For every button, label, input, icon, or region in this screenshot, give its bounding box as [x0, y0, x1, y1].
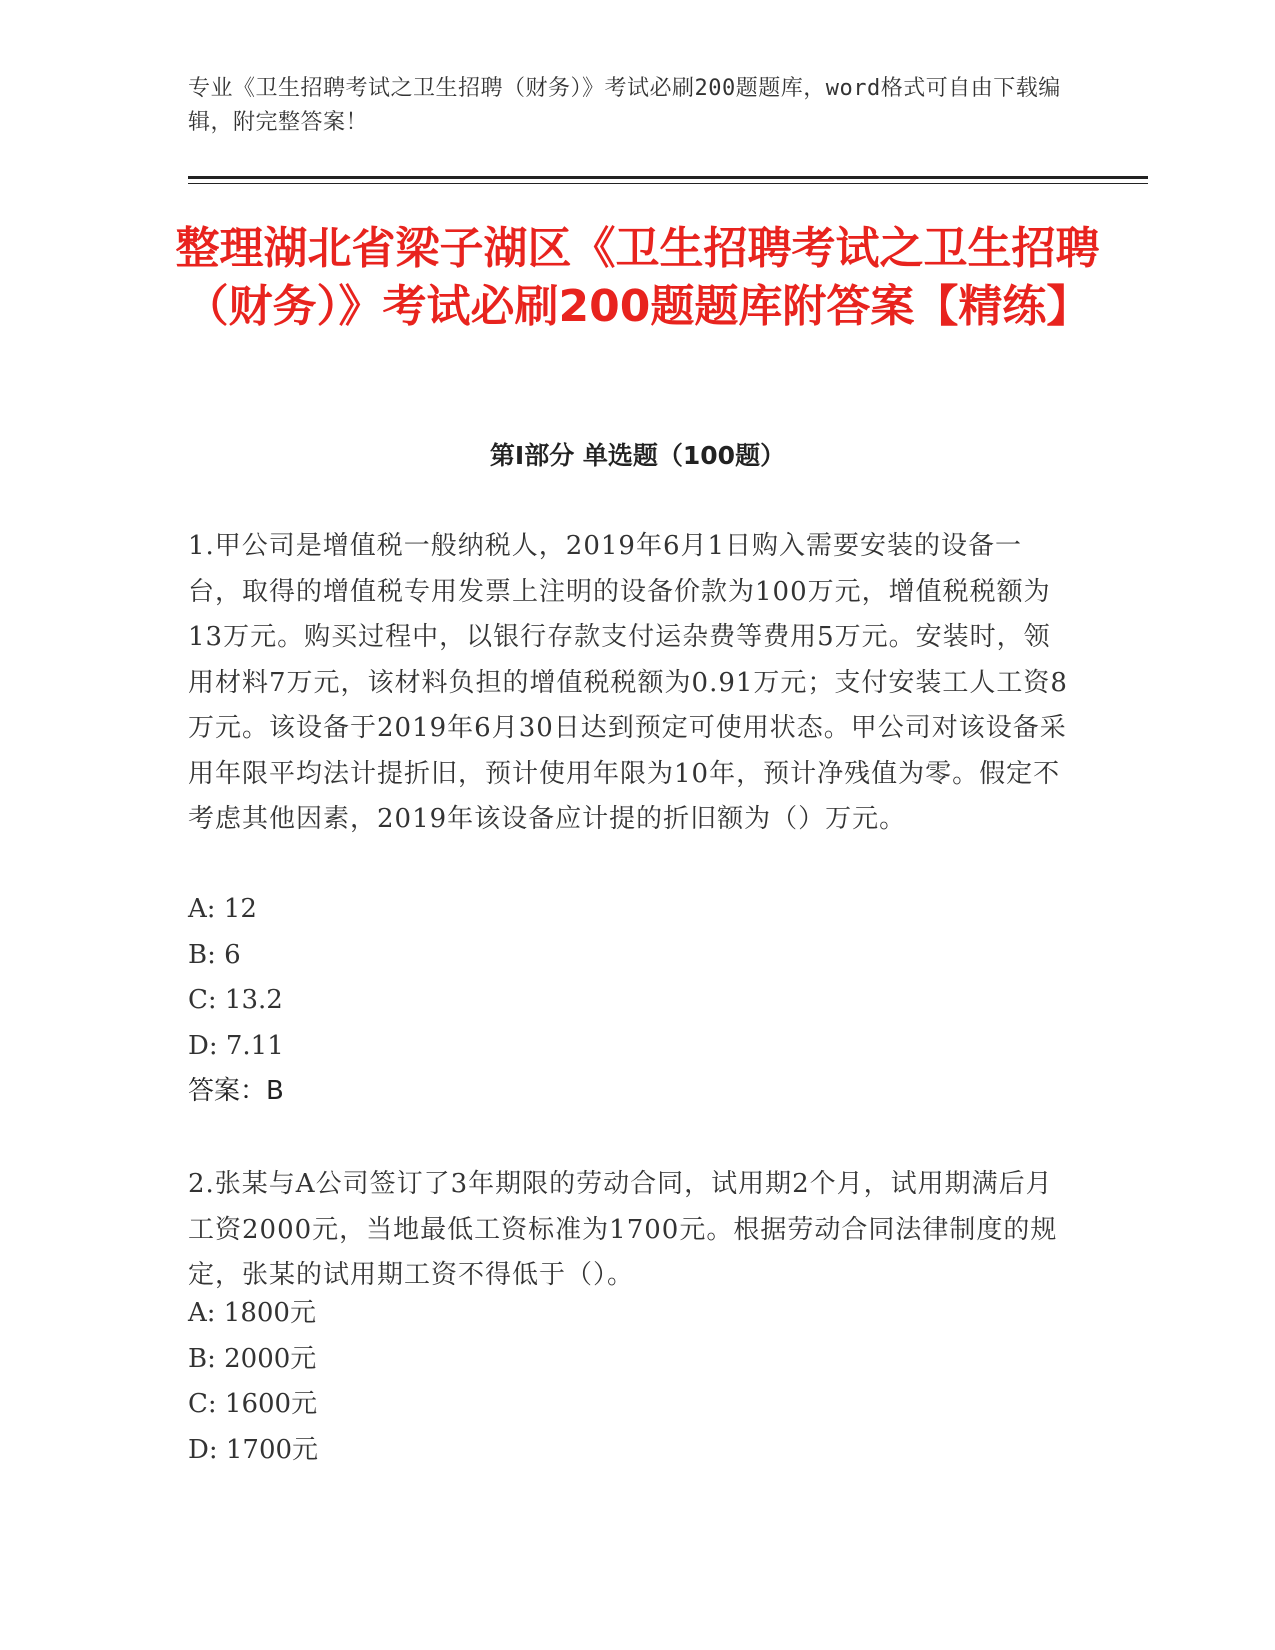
option-a: A: 1800元	[188, 1298, 316, 1328]
option-d: D: 1700元	[188, 1434, 319, 1465]
option-a: A: 12	[188, 894, 257, 924]
answer-1: 答案：B	[188, 1076, 284, 1106]
option-d: D: 7.11	[188, 1030, 284, 1061]
question-text-1: 1.甲公司是增值税一般纳税人，2019年6月1日购入需要安装的设备一台，取得的增值税专用发票上注明的设备价款为100万元，增值税税额为13万元。购买过程中，以银行存款支付运杂费等费用5万元。安装时，领用材料7万元，该材料负担的增值税税额为0.91万元；支付安装工人工资8万元。该设备于2019年6月30日达到预定可使用状态。甲公司对该设备采用年限平均法计提折旧，预计使用年限为10年，预计净残值为零。假定不考虑其他因素，2019年该设备应计提的折旧额为（）万元。	[188, 531, 1068, 834]
header-rule-thin	[188, 183, 1148, 184]
option-c: C: 1600元	[188, 1389, 318, 1419]
section-heading: 第I部分 单选题（100题）	[489, 441, 786, 470]
document-title: 整理湖北省梁子湖区《卫生招聘考试之卫生招聘（财务）》考试必刷200题题库附答案【精练】	[175, 223, 1100, 332]
option-c: C: 13.2	[188, 985, 283, 1015]
question-text-2: 2.张某与A公司签订了3年期限的劳动合同，试用期2个月，试用期满后月工资2000元，当地最低工资标准为1700元。根据劳动合同法律制度的规定，张某的试用期工资不得低于（）。	[188, 1169, 1058, 1290]
question-options-2	[188, 1291, 1068, 1473]
header-note: 专业《卫生招聘考试之卫生招聘（财务）》考试必刷200题题库，word格式可自由下载编辑，附完整答案！	[188, 76, 1061, 135]
option-b: B: 2000元	[188, 1343, 317, 1374]
option-b: B: 6	[188, 939, 241, 970]
header-rule-thick	[188, 176, 1148, 179]
question-options-1	[188, 887, 1068, 1069]
